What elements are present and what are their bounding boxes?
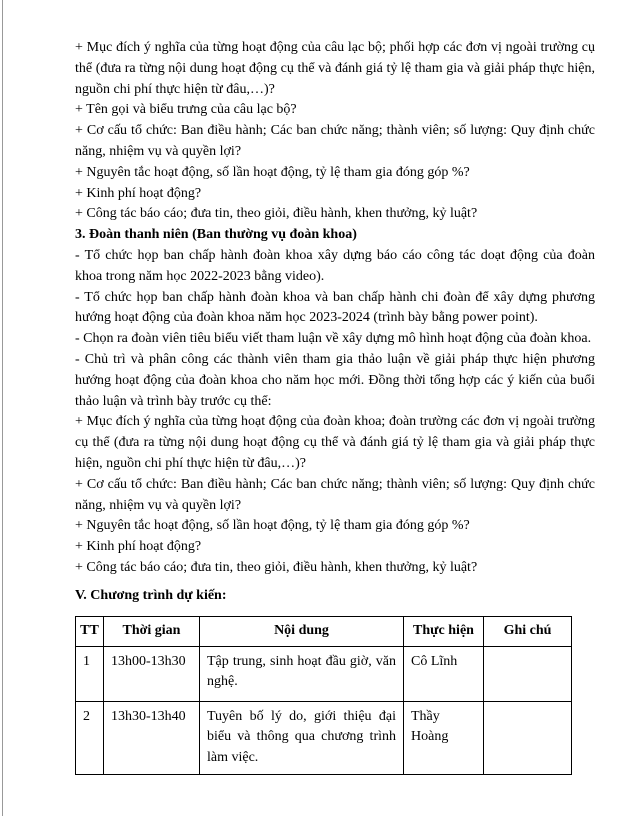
paragraph: + Mục đích ý nghĩa của từng hoạt động của câu lạc bộ; phối hợp các đơn vị ngoài trường cụ thể (đưa ra từng nội dung hoạt động cụ thể và đánh giá tỷ lệ tham gia và giải pháp thực hiện, nguồn chi phí thực hiện từ đâu,…)? — [75, 40, 595, 97]
section-heading-doan-thanh-nien: 3. Đoàn thanh niên (Ban thường vụ đoàn khoa) — [75, 227, 357, 243]
table-header-thuc-hien: Thực hiện — [404, 616, 484, 646]
table-header-row — [76, 616, 572, 646]
paragraph: + Cơ cấu tổ chức: Ban điều hành; Các ban chức năng; thành viên; số lượng: Quy định chức năng, nhiệm vụ và quyền lợi? — [75, 476, 595, 513]
schedule-table — [75, 616, 572, 775]
cell-tt: 2 — [76, 701, 104, 774]
paragraph: + Tên gọi và biểu trưng của câu lạc bộ? — [75, 102, 297, 118]
paragraph: + Nguyên tắc hoạt động, số lần hoạt động, tỷ lệ tham gia đóng góp %? — [75, 518, 470, 534]
paragraph: + Công tác báo cáo; đưa tin, theo giỏi, điều hành, khen thưởng, kỷ luật? — [75, 206, 478, 222]
paragraph: + Kinh phí hoạt động? — [75, 539, 202, 555]
cell-tt: 1 — [76, 646, 104, 701]
cell-note — [484, 646, 572, 701]
paragraph: + Công tác báo cáo; đưa tin, theo giỏi, điều hành, khen thưởng, kỷ luật? — [75, 559, 478, 575]
document-body — [75, 38, 595, 775]
cell-time: 13h00-13h30 — [104, 646, 200, 701]
paragraph: + Nguyên tắc hoạt động, số lần hoạt động, tỷ lệ tham gia đóng góp %? — [75, 164, 470, 180]
table-row — [76, 701, 572, 774]
cell-presenter: Thầy Hoàng — [404, 701, 484, 774]
paragraph: - Chọn ra đoàn viên tiêu biểu viết tham luận về xây dựng mô hình hoạt động của đoàn khoa. — [75, 331, 592, 347]
cell-content: Tuyên bố lý do, giới thiệu đại biểu và thông qua chương trình làm việc. — [200, 701, 404, 774]
table-row — [76, 646, 572, 701]
paragraph: + Kinh phí hoạt động? — [75, 185, 202, 201]
section-heading-chuong-trinh: V. Chương trình dự kiến: — [75, 587, 227, 603]
cell-presenter: Cô Lĩnh — [404, 646, 484, 701]
paragraph: - Chủ trì và phân công các thành viên tham gia thảo luận về giải pháp thực hiện phương hướng hoạt động của đoàn khoa cho năm học mới. Đồng thời tổng hợp các ý kiến của buổi thảo luận và trình bày trước cụ thể: — [75, 351, 595, 409]
page-edge-line — [2, 0, 3, 816]
table-header-noi-dung: Nội dung — [200, 616, 404, 646]
table-header-tt: TT — [76, 616, 104, 646]
paragraph: - Tổ chức họp ban chấp hành đoàn khoa và ban chấp hành chi đoàn để xây dựng phương hướng hoạt động của đoàn khoa năm học 2023-2024 (trình bày bằng power point). — [75, 289, 595, 326]
paragraph: + Mục đích ý nghĩa của từng hoạt động của đoàn khoa; đoàn trường các đơn vị ngoài trường cụ thể (đưa ra từng nội dung hoạt động cụ thể và đánh giá tỷ lệ tham gia và giải pháp thực hiện, nguồn chi phí thực hiện từ đâu,…)? — [75, 414, 595, 471]
paragraph: - Tổ chức họp ban chấp hành đoàn khoa xây dựng báo cáo công tác doạt động của đoàn khoa trong năm học 2022-2023 bằng video). — [75, 247, 595, 284]
cell-note — [484, 701, 572, 774]
paragraph: + Cơ cấu tổ chức: Ban điều hành; Các ban chức năng; thành viên; số lượng: Quy định chức năng, nhiệm vụ và quyền lợi? — [75, 123, 595, 159]
cell-time: 13h30-13h40 — [104, 701, 200, 774]
table-header-thoi-gian: Thời gian — [104, 616, 200, 646]
table-header-ghi-chu: Ghi chú — [484, 616, 572, 646]
cell-content: Tập trung, sinh hoạt đầu giờ, văn nghệ. — [200, 646, 404, 701]
